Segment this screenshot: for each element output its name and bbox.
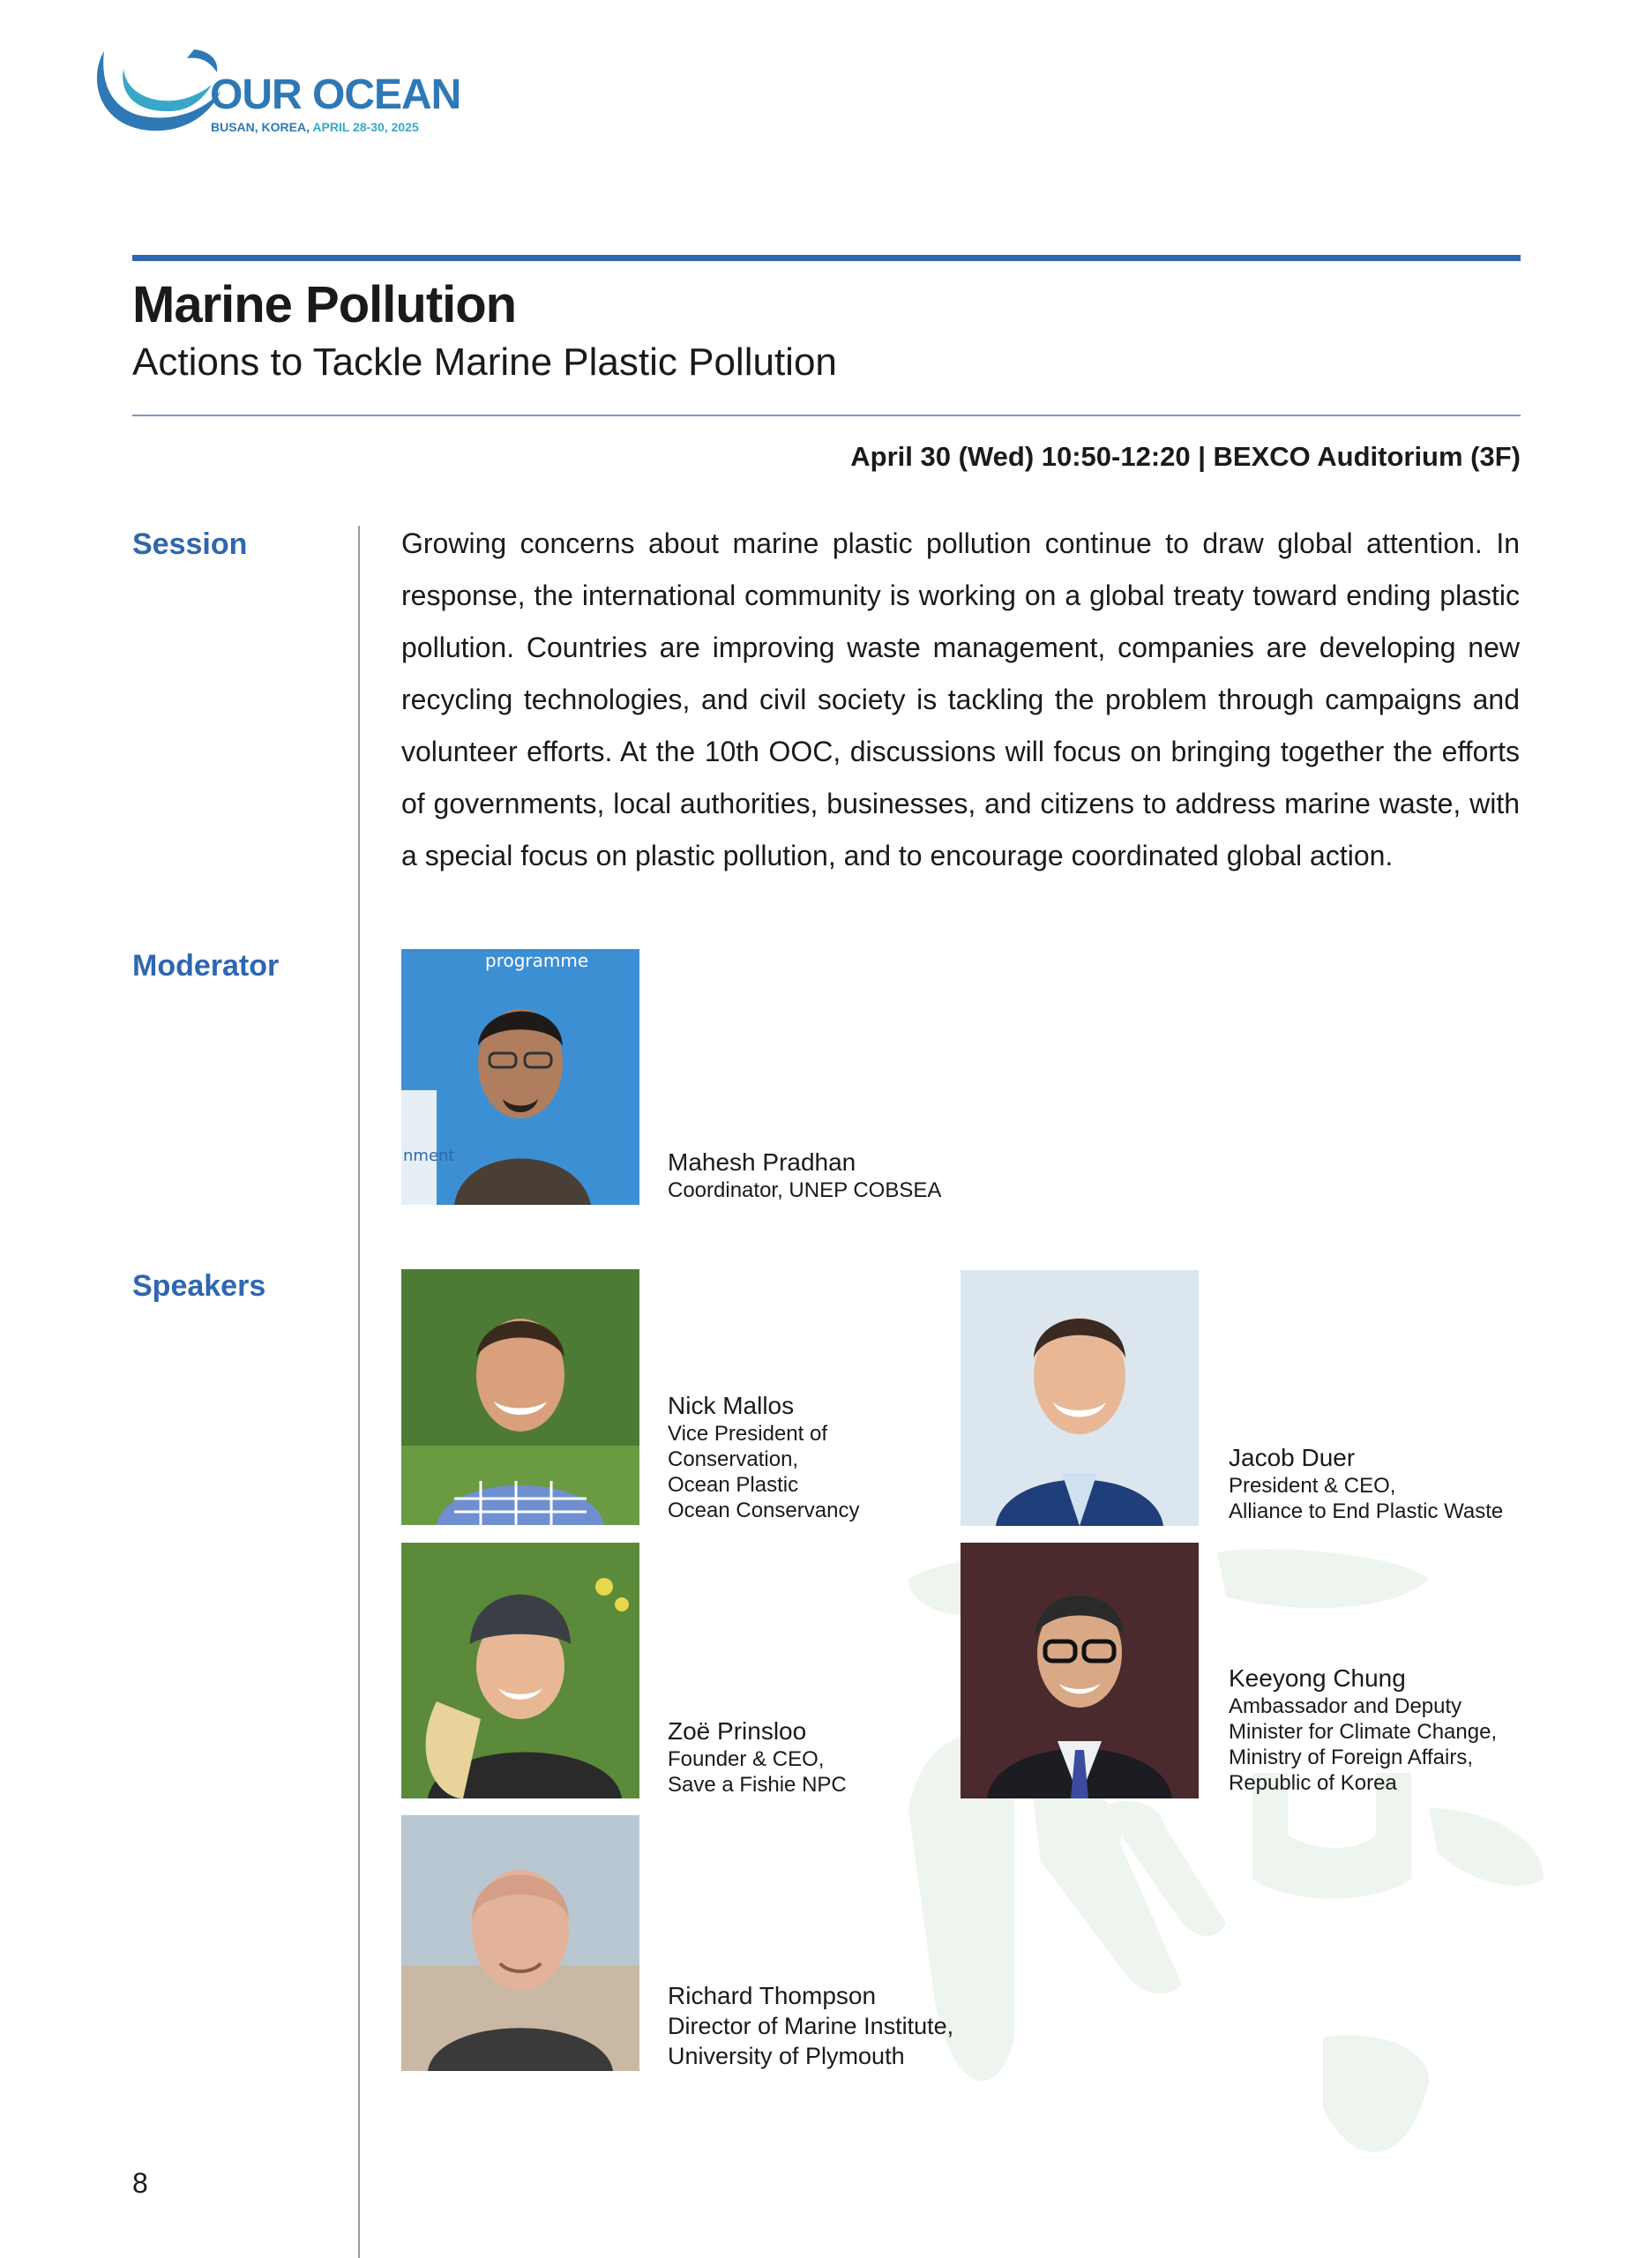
- speaker-title-line: Ocean Plastic: [668, 1473, 799, 1497]
- page-title: Marine Pollution: [132, 276, 517, 333]
- speaker-info: [668, 1716, 847, 1798]
- speaker-info: [668, 1981, 953, 2071]
- header-top-rule: [132, 255, 1521, 261]
- vertical-divider: [358, 526, 360, 2258]
- moderator-photo: [401, 949, 639, 1205]
- wave-swirl-icon: [88, 42, 221, 144]
- speaker-title-line: University of Plymouth: [668, 2043, 905, 2069]
- page-number: 8: [132, 2167, 148, 2199]
- photo-banner-text: nment: [403, 1147, 455, 1165]
- page-subtitle: Actions to Tackle Marine Plastic Pollution: [132, 340, 837, 384]
- speaker-name: Richard Thompson: [668, 1982, 877, 2009]
- speaker-name: Nick Mallos: [668, 1392, 795, 1419]
- speaker-name: Zoë Prinsloo: [668, 1717, 807, 1745]
- speaker-photo: [961, 1543, 1199, 1798]
- speaker-title-line: President & CEO,: [1229, 1474, 1396, 1498]
- session-schedule: April 30 (Wed) 10:50-12:20 | BEXCO Auditorium (3F): [850, 441, 1521, 472]
- section-label-session: Session: [132, 527, 248, 561]
- speaker-title-line: Ministry of Foreign Affairs,: [1229, 1746, 1473, 1769]
- speaker-photo: [401, 1815, 639, 2071]
- speaker-name: Jacob Duer: [1229, 1444, 1356, 1471]
- moderator-name: Mahesh Pradhan: [668, 1148, 856, 1176]
- speaker-title-line: Republic of Korea: [1229, 1771, 1397, 1795]
- speaker-title-line: Founder & CEO,: [668, 1747, 825, 1771]
- speaker-name: Keeyong Chung: [1229, 1664, 1406, 1692]
- section-label-moderator: Moderator: [132, 949, 280, 983]
- session-description: Growing concerns about marine plastic pollution continue to draw global attention. In response, the international community is working on a global treaty toward ending plastic pollution. Countries are improving waste management, companies are developing new recycling technologies, and civil society is tackling the problem through campaigns and volunteer efforts. At the 10th OOC, discussions will focus on bringing together the efforts of governments, local authorities, businesses, and citizens to address marine waste, with a special focus on plastic pollution, and to encourage coordinated global action.: [401, 527, 1520, 871]
- section-label-speakers: Speakers: [132, 1269, 266, 1303]
- speaker-photo: [401, 1543, 639, 1798]
- speaker-title-line: Ambassador and Deputy: [1229, 1694, 1462, 1718]
- speaker-title-line: Conservation,: [668, 1447, 799, 1471]
- photo-banner-text: programme: [485, 950, 589, 971]
- logo-location: BUSAN, KOREA,: [211, 120, 310, 134]
- moderator-title: Coordinator, UNEP COBSEA: [668, 1178, 942, 1202]
- speaker-title-line: Vice President of: [668, 1422, 827, 1446]
- speaker-info: [1229, 1443, 1503, 1524]
- speaker-title-line: Alliance to End Plastic Waste: [1229, 1499, 1504, 1523]
- speaker-title-line: Minister for Climate Change,: [1229, 1720, 1498, 1744]
- our-ocean-logo: [88, 42, 461, 144]
- header-divider: [132, 415, 1521, 416]
- speaker-photo: [401, 1269, 639, 1525]
- logo-wordmark: OUR OCEAN: [210, 71, 461, 118]
- speaker-info: [1229, 1664, 1497, 1796]
- speaker-photo: [961, 1270, 1199, 1526]
- speaker-info: [668, 1391, 859, 1523]
- logo-dates: APRIL 28-30, 2025: [312, 120, 419, 134]
- speaker-title-line: Director of Marine Institute,: [668, 2013, 954, 2039]
- speaker-title-line: Save a Fishie NPC: [668, 1773, 847, 1797]
- moderator-info: [668, 1148, 941, 1203]
- logo-subtitle: [211, 120, 419, 134]
- speaker-title-line: Ocean Conservancy: [668, 1499, 860, 1522]
